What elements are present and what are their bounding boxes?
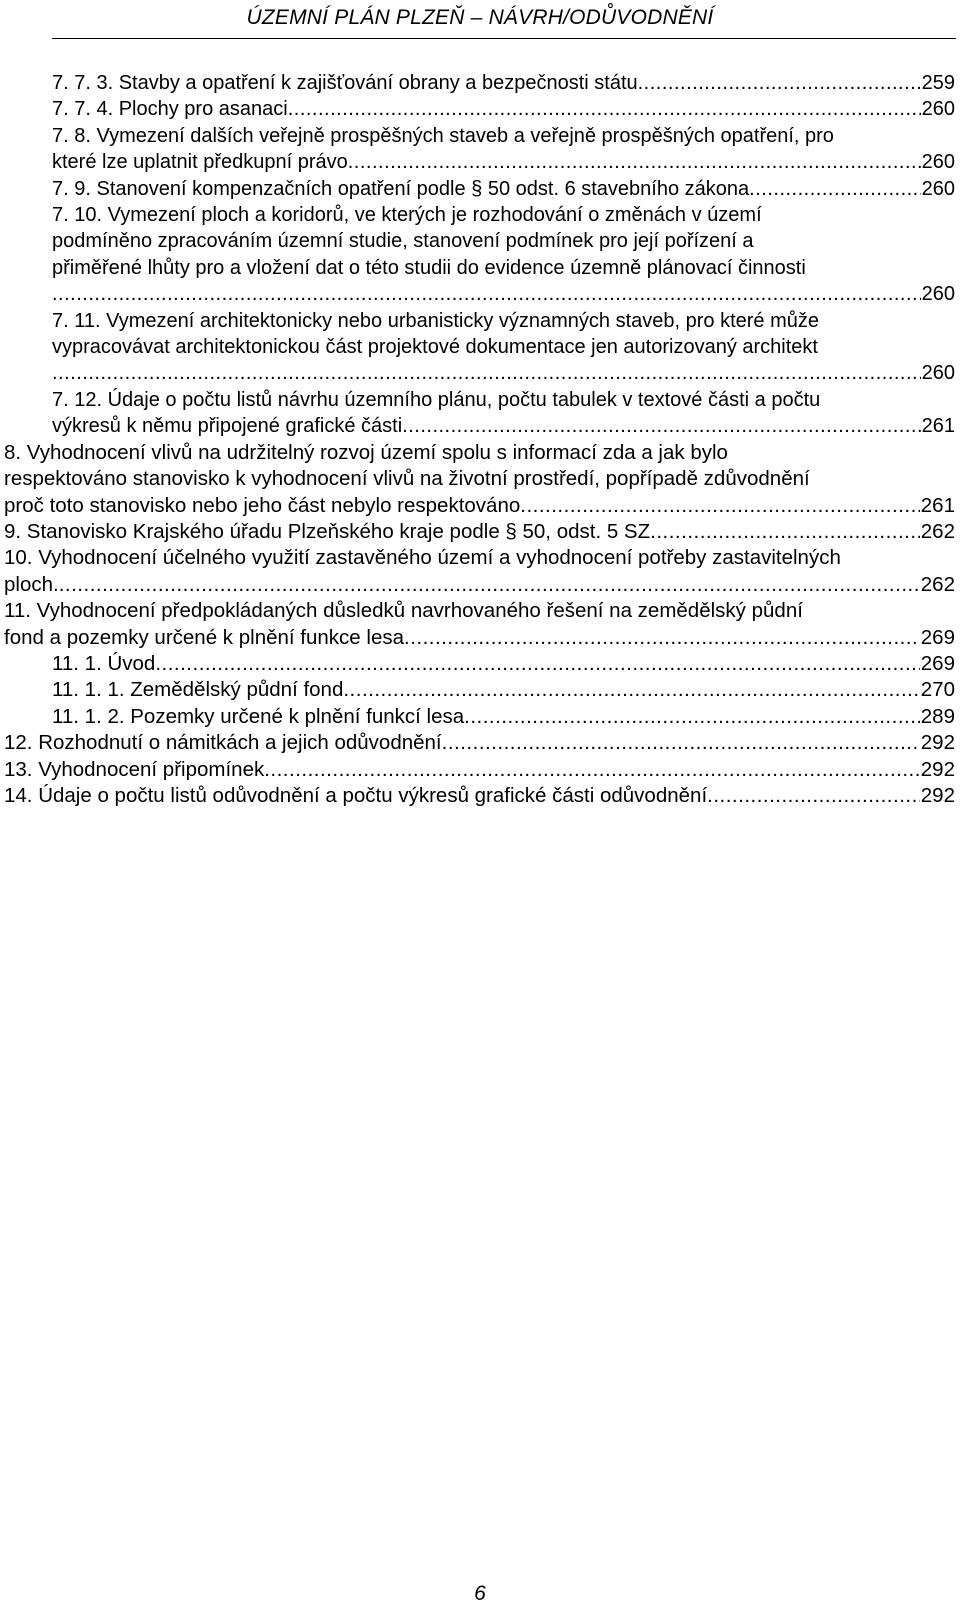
dot-leader — [343, 677, 919, 703]
toc-entry[interactable] — [52, 96, 955, 122]
toc-entry-title-line: 7. 10. Vymezení ploch a koridorů, ve kterých je rozhodování o změnách v území — [52, 204, 762, 227]
toc-page-number: 260 — [921, 177, 955, 200]
toc-page-number: 289 — [920, 704, 955, 728]
dot-leader — [404, 625, 920, 651]
toc-page-number: 261 — [920, 493, 955, 517]
dot-leader — [707, 783, 920, 809]
toc-entry[interactable] — [52, 123, 955, 176]
toc-page-number: 260 — [921, 362, 955, 385]
toc-entry-title: výkresů k němu připojené grafické části — [52, 415, 403, 438]
toc-entry[interactable] — [4, 598, 955, 651]
toc-entry-title-line: 7. 12. Údaje o počtu listů návrhu územního plánu, počtu tabulek v textové části a počtu — [52, 388, 821, 411]
dot-leader — [52, 360, 921, 386]
dot-leader — [264, 757, 920, 783]
toc-entry-title-line: 7. 8. Vymezení dalších veřejně prospěšných staveb a veřejně prospěšných opatření, pro — [52, 124, 834, 147]
toc-entry-title: fond a pozemky určené k plnění funkce lesa — [4, 625, 404, 649]
toc-entry-title-line: 7. 11. Vymezení architektonicky nebo urbanisticky významných staveb, pro které může — [52, 309, 820, 332]
toc-entry-title-line: respektováno stanovisko k vyhodnocení vlivů na životní prostředí, popřípadě zdůvodnění — [4, 467, 810, 491]
dot-leader — [348, 149, 921, 175]
toc-entry[interactable] — [4, 730, 955, 756]
toc-page-number: 262 — [920, 572, 955, 596]
toc-page-number: 269 — [920, 625, 955, 649]
toc-entry-title-line: podmíněno zpracováním územní studie, stanovení podmínek pro její pořízení a — [52, 230, 754, 253]
dot-leader — [155, 651, 919, 677]
toc-entry-title: 7. 7. 3. Stavby a opatření k zajišťování obrany a bezpečnosti státu — [52, 72, 638, 94]
toc-entry-title-line: vypracovávat architektonickou část projektové dokumentace jen autorizovaný architekt — [52, 336, 818, 359]
toc-entry-title-line: přiměřené lhůty pro a vložení dat o této studii do evidence územně plánovací činnosti — [52, 256, 806, 279]
toc-entry-title-line: 8. Vyhodnocení vlivů na udržitelný rozvoj území spolu s informací zda a jak bylo — [4, 440, 728, 464]
toc-entry-title: 14. Údaje o počtu listů odůvodnění a počtu výkresů grafické části odůvodnění — [4, 783, 708, 807]
toc-entry-title: 11. 1. 1. Zemědělský půdní fond — [52, 678, 344, 702]
page-header: ÚZEMNÍ PLÁN PLZEŇ – NÁVRH/ODŮVODNĚNÍ — [246, 6, 714, 29]
toc-entry[interactable] — [4, 757, 955, 783]
toc-entry-title: 12. Rozhodnutí o námitkách a jejich odůvodnění — [4, 731, 442, 755]
toc-entry-title: 11. 1. Úvod — [52, 651, 156, 675]
toc-entry-title: 13. Vyhodnocení připomínek — [4, 757, 265, 781]
toc-page-number: 270 — [920, 678, 955, 702]
toc-entry-title: ploch. — [4, 572, 59, 596]
toc-page-number: 292 — [920, 757, 955, 781]
dot-leader — [52, 281, 921, 307]
toc-entry-title: 7. 7. 4. Plochy pro asanaci — [52, 98, 288, 121]
toc-entry[interactable] — [52, 70, 955, 96]
toc-page-number: 292 — [920, 783, 955, 807]
dot-leader — [464, 704, 920, 730]
toc-page-number: 269 — [920, 651, 955, 675]
dot-leader — [59, 572, 920, 598]
toc-entry[interactable] — [52, 202, 955, 308]
toc-entry-title-line: 11. Vyhodnocení předpokládaných důsledků navrhovaného řešení na zemědělský půdní — [4, 599, 803, 623]
toc-page-number: 262 — [920, 519, 955, 543]
toc-entry[interactable] — [4, 440, 955, 519]
toc-page-number: 260 — [921, 151, 955, 174]
toc-page-number: 260 — [921, 283, 955, 306]
dot-leader — [288, 96, 921, 122]
toc-page-number: 260 — [921, 98, 955, 121]
dot-leader — [650, 519, 920, 545]
toc-entry[interactable] — [4, 783, 955, 809]
toc-entry[interactable] — [52, 387, 955, 440]
toc-entry[interactable] — [52, 308, 955, 387]
toc-entry[interactable] — [52, 176, 955, 202]
toc-entry-title: 7. 9. Stanovení kompenzačních opatření podle § 50 odst. 6 stavebního zákona — [52, 177, 750, 200]
toc-entry-title-line: 10. Vyhodnocení účelného využití zastavěného území a vyhodnocení potřeby zastavitelných — [4, 546, 841, 570]
dot-leader — [520, 493, 920, 519]
toc-entry[interactable] — [4, 519, 955, 545]
toc-entry[interactable] — [52, 704, 955, 730]
toc-page-number: 261 — [921, 415, 955, 438]
toc-entry-title: 9. Stanovisko Krajského úřadu Plzeňského kraje podle § 50, odst. 5 SZ — [4, 519, 651, 543]
dot-leader — [638, 70, 921, 96]
table-of-contents — [0, 70, 960, 809]
toc-entry[interactable] — [52, 651, 955, 677]
toc-page-number: 292 — [920, 731, 955, 755]
toc-entry[interactable] — [52, 677, 955, 703]
toc-page-number: 259 — [921, 72, 955, 94]
toc-entry-title: proč toto stanovisko nebo jeho část nebylo respektováno — [4, 493, 521, 517]
toc-entry[interactable] — [4, 545, 955, 598]
page-number: 6 — [474, 1582, 486, 1605]
toc-entry-title: 11. 1. 2. Pozemky určené k plnění funkcí lesa — [52, 704, 465, 728]
header-rule — [52, 38, 956, 39]
dot-leader — [402, 413, 920, 439]
dot-leader — [749, 176, 920, 202]
toc-entry-title: které lze uplatnit předkupní právo — [52, 151, 348, 174]
dot-leader — [442, 730, 920, 756]
